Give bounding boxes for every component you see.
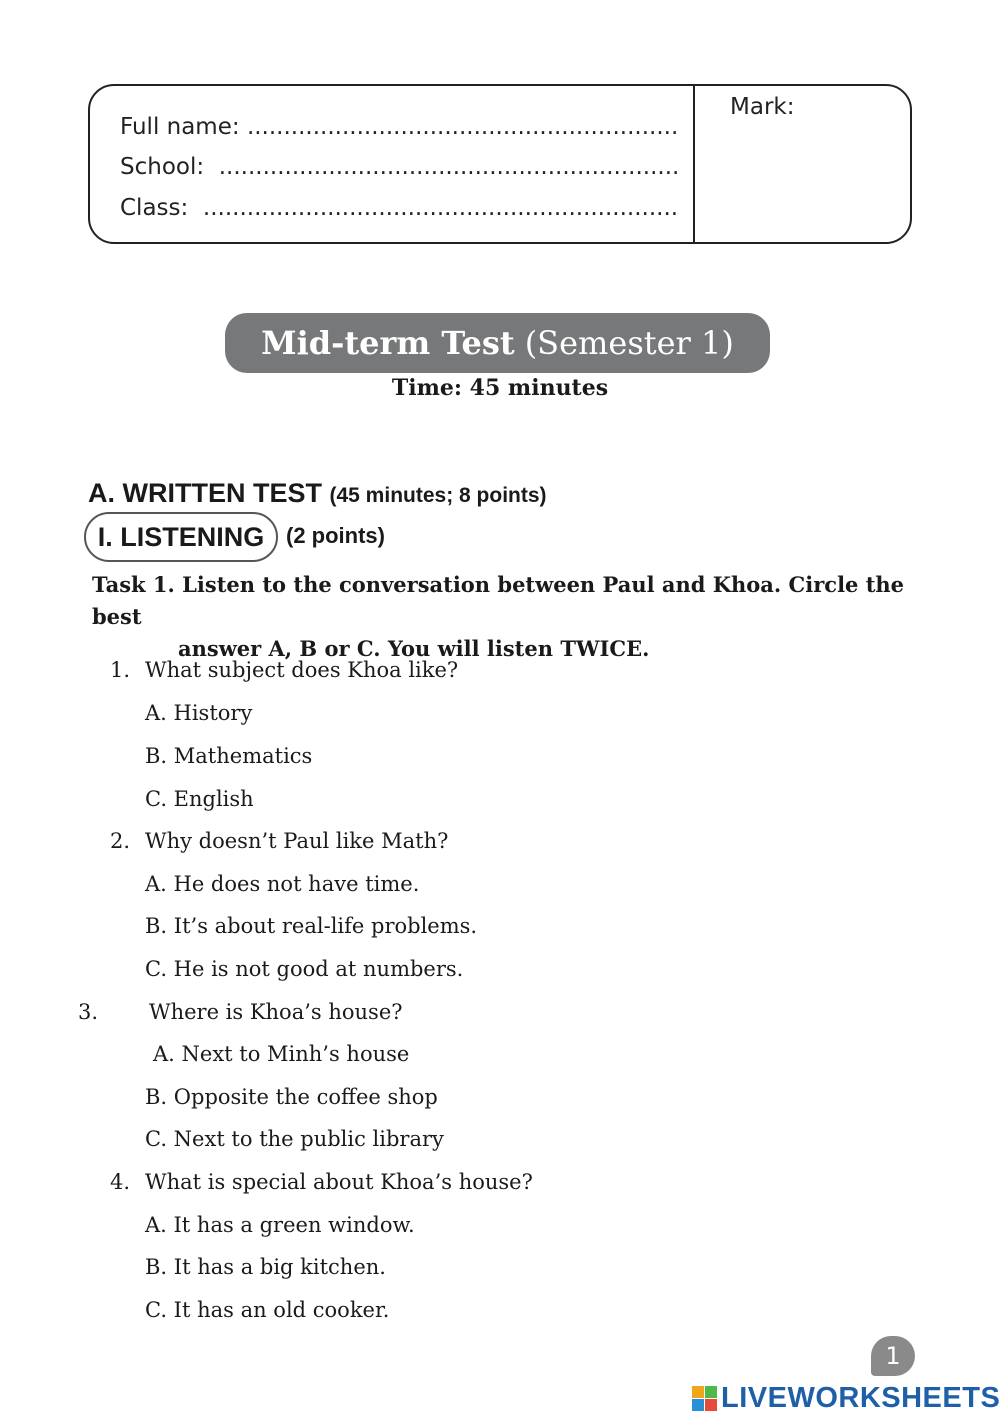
task-1-line-1: Task 1. Listen to the conversation between Paul and Khoa. Circle the best — [92, 572, 905, 629]
question-text: What subject does Khoa like? — [145, 658, 459, 682]
liveworksheets-logo-icon — [692, 1386, 717, 1411]
answer-option[interactable]: A. Next to Minh’s house — [153, 1042, 410, 1066]
class-field[interactable] — [120, 195, 678, 221]
liveworksheets-logo[interactable] — [692, 1382, 1000, 1415]
class-dots: ................................................................. — [202, 195, 679, 221]
answer-option[interactable]: B. It’s about real-life problems. — [145, 914, 478, 938]
answer-option[interactable]: C. He is not good at numbers. — [145, 957, 464, 981]
question-text: What is special about Khoa’s house? — [145, 1170, 533, 1194]
answer-option[interactable]: C. Next to the public library — [145, 1127, 444, 1151]
test-title-sub: (Semester 1) — [524, 324, 734, 362]
listening-label: I. LISTENING — [97, 521, 265, 552]
task-1-line-2: answer A, B or C. You will listen TWICE. — [178, 636, 650, 661]
section-a-detail: (45 minutes; 8 points) — [329, 484, 547, 507]
question-number: 2. — [110, 829, 131, 853]
mark-label: Mark: — [730, 94, 795, 120]
page-number: 1 — [885, 1342, 901, 1370]
full-name-label: Full name: — [120, 114, 240, 140]
answer-option[interactable]: C. English — [145, 787, 254, 811]
listening-points: (2 points) — [286, 523, 385, 548]
answer-option[interactable]: B. Opposite the coffee shop — [145, 1085, 438, 1109]
full-name-dots: ........................................................... — [246, 114, 679, 140]
question-number: 4. — [110, 1170, 131, 1194]
answer-option[interactable]: A. History — [145, 701, 253, 725]
liveworksheets-brand: LIVEWORKSHEETS — [721, 1382, 1000, 1414]
answer-option[interactable]: B. It has a big kitchen. — [145, 1255, 386, 1279]
test-title-main: Mid-term Test — [261, 324, 515, 362]
school-label: School: — [120, 154, 205, 180]
school-dots: ............................................................... — [218, 154, 680, 180]
section-a-title: A. WRITTEN TEST — [88, 478, 322, 508]
page-number-badge — [871, 1336, 915, 1376]
question-text: Where is Khoa’s house? — [149, 1000, 403, 1024]
answer-option[interactable]: A. He does not have time. — [145, 872, 420, 896]
school-field[interactable] — [120, 154, 679, 180]
student-info-box — [88, 84, 912, 244]
class-label: Class: — [120, 195, 189, 221]
full-name-field[interactable] — [120, 114, 678, 140]
question-number: 3. — [78, 1000, 99, 1024]
section-a-heading — [88, 478, 547, 509]
info-divider — [693, 86, 695, 242]
listening-heading — [84, 512, 278, 562]
answer-option[interactable]: B. Mathematics — [145, 744, 313, 768]
answer-option[interactable]: C. It has an old cooker. — [145, 1298, 390, 1322]
test-time: Time: 45 minutes — [391, 375, 609, 401]
question-number: 1. — [110, 658, 131, 682]
question-text: Why doesn’t Paul like Math? — [145, 829, 449, 853]
task-1-instructions — [92, 569, 922, 665]
test-title — [225, 313, 770, 373]
answer-option[interactable]: A. It has a green window. — [145, 1213, 415, 1237]
